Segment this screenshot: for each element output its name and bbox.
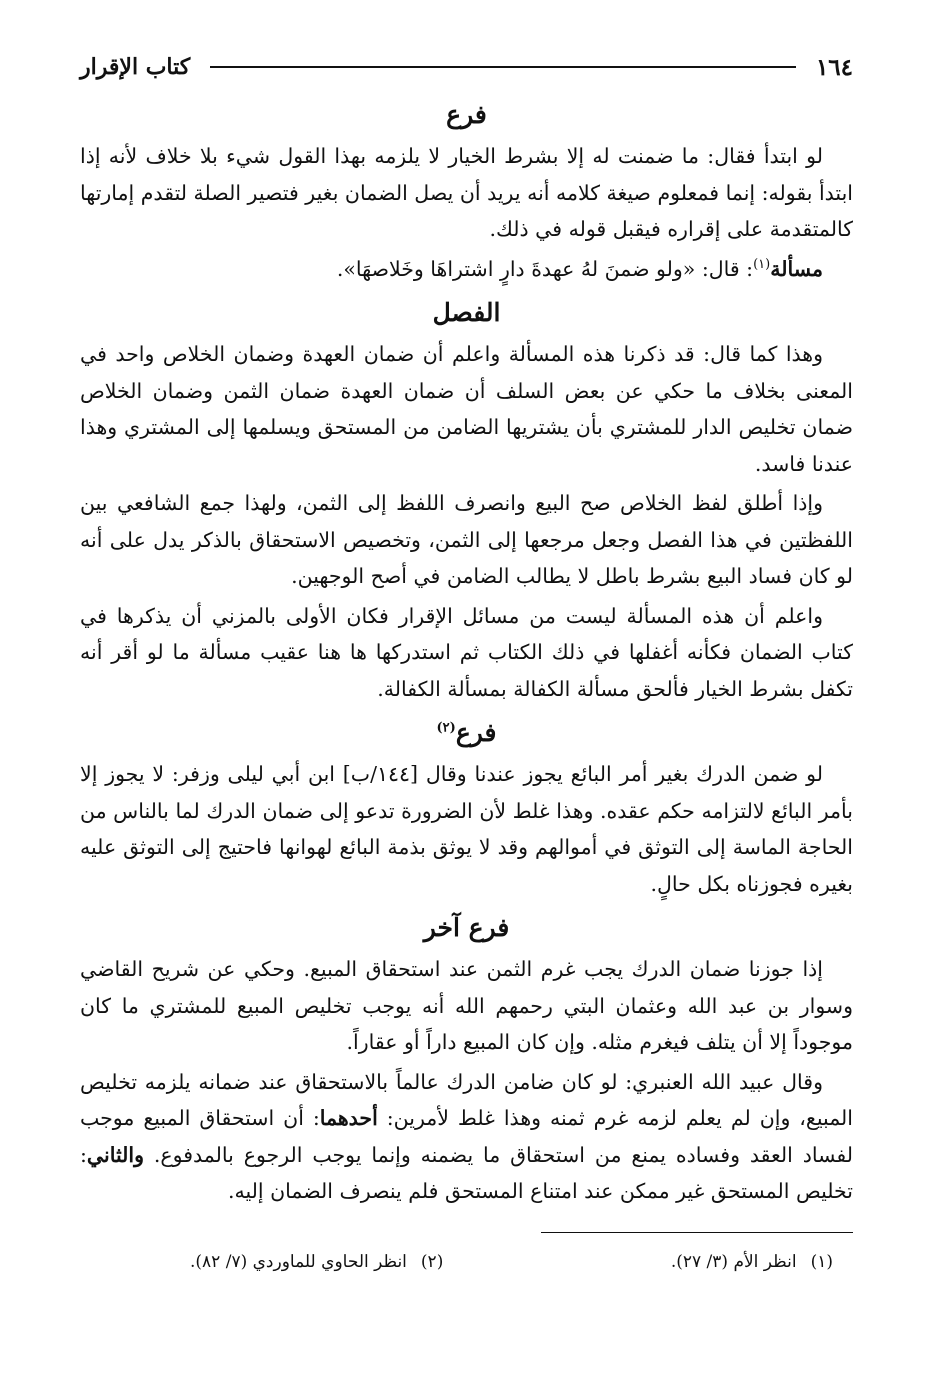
paragraph: لو ضمن الدرك بغير أمر البائع يجوز عندنا وقال [١٤٤/ب] ابن أبي ليلى وزفر: لا يجوز إلا بأمر البائع لالتزامه حكم عقده. وهذا غلط لأن الضرورة تدعو إلى ضمان الدرك لما بالناس من الحاجة الماسة إلى التوثق في أموالهم وقد لا يوثق بذمة البائع لهوانها فاحتيج إلى التوثق عليه بغيره فجوزناه بكل حالٍ. <box>80 762 853 896</box>
book-title: كتاب الإقرار <box>80 54 191 80</box>
footnote-number: (١) <box>810 1251 833 1272</box>
footnote-rule <box>541 1232 853 1233</box>
running-head <box>80 42 853 92</box>
section-heading: فرع <box>446 100 487 129</box>
paragraph-text: وقال عبيد الله العنبري: لو كان ضامن الدرك عالماً بالاستحقاق عند ضمانه يلزمه تخليص المبيع، وإن لم يعلم لزمه غرم ثمنه وهذا غلط لأمرين: <box>80 1069 853 1130</box>
footnote-text: انظر الأم (٣/ ٢٧). <box>670 1251 797 1272</box>
section-heading-text: فرع <box>455 718 497 747</box>
section-heading <box>80 710 853 756</box>
page-number: ١٦٤ <box>815 53 853 81</box>
section-heading: الفصل <box>432 298 501 327</box>
footnote-marker: (٢) <box>436 720 456 736</box>
paragraph: لو ابتدأ فقال: ما ضمنت له إلا بشرط الخيار لا يلزمه بهذا القول شيء بلا خلاف لأنه إذا ابتدأ بقوله: إنما فمعلوم صيغة كلامه أنه يريد أن يصل الضمان بغير فتصير الصلة لتقدم إمارتها كالمتقدمة على إقراره فيقبل قوله في ذلك. <box>80 144 853 241</box>
footnote-marker: (١) <box>753 256 771 272</box>
header-rule <box>210 66 796 68</box>
anbari-paragraph <box>80 1064 853 1210</box>
paragraph: وإذا أطلق لفظ الخلاص صح البيع وانصرف اللفظ إلى الثمن، ولهذا جمع الشافعي بين اللفظتين في هذا الفصل وجعل مرجعها إلى الثمن، وتخصيص الاستحقاق بالذكر يدل على أنه لو كان فساد البيع بشرط باطل لا يطالب الضامن في أصح الوجهين. <box>80 491 853 588</box>
footnote-number: (٢) <box>420 1251 444 1272</box>
footnote-text: انظر الحاوي للماوردي (٧/ ٨٢). <box>190 1251 407 1272</box>
paragraph: وهذا كما قال: قد ذكرنا هذه المسألة واعلم أن ضمان العهدة وضمان الخلاص واحد في المعنى بخلاف ما حكي عن بعض السلف أن ضمان العهدة ضمان الثمن وضمان الخلاص ضمان تخليص الدار للمشتري بأن يشتريها الضامن من المستحق ويسلمها إلى المشتري وهذا عندنا فاسد. <box>80 342 853 476</box>
masala-paragraph <box>80 251 853 288</box>
paragraph: واعلم أن هذه المسألة ليست من مسائل الإقرار فكان الأولى بالمزني أن يذكرها في كتاب الضمان فكأنه أغفلها في ذلك الكتاب ثم استدركها ها هنا عقيب مسألة ما لو أقر أنه تكفل بشرط الخيار فألحق مسألة الكفالة بمسألة الكفالة. <box>80 603 853 701</box>
footnote <box>671 1249 833 1275</box>
bold-term: والثاني <box>86 1142 144 1167</box>
section-heading: فرع آخر <box>423 913 510 942</box>
paragraph: إذا جوزنا ضمان الدرك يجب غرم الثمن عند استحقاق المبيع. وحكي عن شريح القاضي وسوار بن عبد الله وعثمان البتي رحمهم الله أنه يوجب تخليص المبيع للمشتري ما كان موجوداً إلا أن يتلف فيغرم مثله. وإن كان المبيع داراً أو عقاراً. <box>80 957 853 1054</box>
footnote <box>190 1249 443 1275</box>
book-page <box>80 42 853 1275</box>
paragraph-text: : تخليص المستحق غير ممكن عند امتناع المستحق فلم ينصرف الضمان إليه. <box>80 1142 853 1203</box>
bold-term: أحدهما <box>319 1106 378 1130</box>
footnotes <box>80 1249 853 1275</box>
masala-label: مسألة <box>770 256 823 281</box>
paragraph-text: : أن استحقاق المبيع موجب لفساد العقد وفساده يمنع من استحقاق ما يضمنه وإنما يوجب الرجوع بالمدفوع. <box>80 1106 853 1167</box>
masala-text: : قال: «ولو ضمنَ لهُ عهدةَ دارٍ اشتراهَا وخَلاصهَا». <box>336 256 754 281</box>
